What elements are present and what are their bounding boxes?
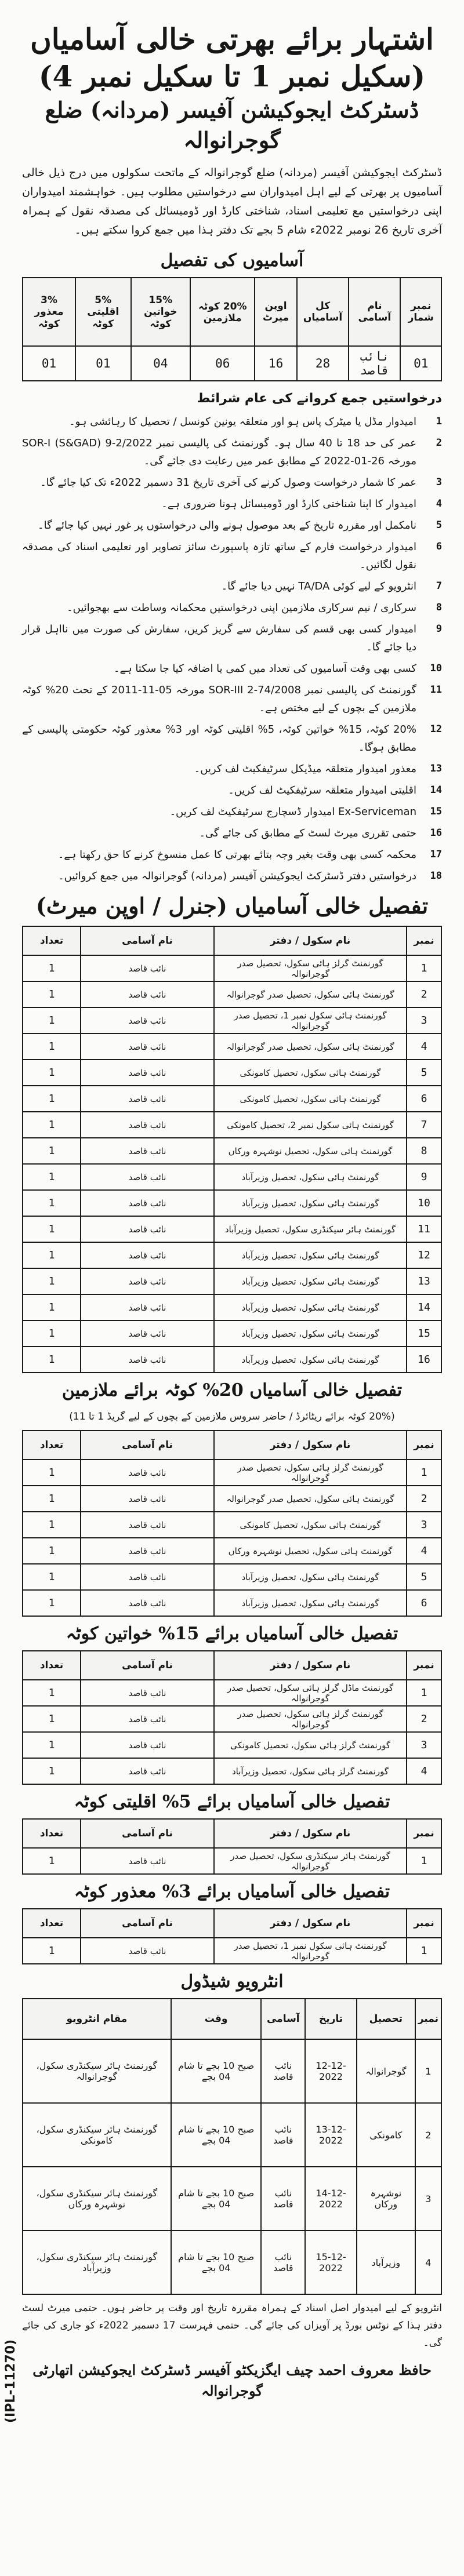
table-cell: گورنمنٹ ہائی سکول، تحصیل کامونکی bbox=[214, 1086, 407, 1112]
table-cell: 1 bbox=[23, 1216, 81, 1242]
table-cell: نائب قاصد bbox=[81, 1848, 214, 1874]
table-cell: گورنمنٹ ہائی سکول، تحصیل وزیرآباد bbox=[214, 1564, 407, 1590]
table-cell: صبح 10 بجے تا شام 04 بجے bbox=[171, 2103, 262, 2167]
table-cell: گورنمنٹ ہائی سکول، تحصیل صدر گوجرانوالہ bbox=[214, 1034, 407, 1060]
table-cell: نائب قاصد bbox=[81, 1538, 214, 1564]
column-header: تعداد bbox=[23, 926, 81, 955]
summary-header: 5% اقلیتی کوٹہ bbox=[75, 278, 131, 346]
table-cell: گورنمنٹ ہائر سیکنڈری سکول، نوشہرہ ورکاں bbox=[23, 2167, 171, 2231]
condition-item bbox=[22, 824, 442, 842]
table-row bbox=[23, 2039, 441, 2103]
table-row bbox=[23, 1512, 441, 1538]
table-cell: نائب قاصد bbox=[81, 1512, 214, 1538]
condition-item bbox=[22, 620, 442, 656]
condition-text: اقلیتی امیدوار متعلقہ سرٹیفکیٹ لف کریں۔ bbox=[228, 784, 416, 796]
table-cell: 5 bbox=[407, 1564, 441, 1590]
table-cell: نائب قاصد bbox=[81, 1190, 214, 1216]
table-cell: 15 bbox=[407, 1320, 441, 1347]
condition-text: معذور امیدوار متعلقہ میڈیکل سرٹیفکیٹ لف کریں۔ bbox=[194, 763, 416, 775]
table-cell: 16 bbox=[407, 1347, 441, 1373]
table-cell: نائب قاصد bbox=[81, 1216, 214, 1242]
ad-title: اشتہار برائے بھرتی خالی آسامیاں (سکیل نمبر 1 تا سکیل نمبر 4) bbox=[30, 22, 434, 93]
table-cell: گوجرانوالہ bbox=[357, 2039, 415, 2103]
condition-text: انٹرویو کے لیے کوئی TA/DA نہیں دیا جائے گا۔ bbox=[221, 580, 416, 592]
table-cell: نائب قاصد bbox=[81, 1112, 214, 1138]
table-cell: نائب قاصد bbox=[81, 1138, 214, 1164]
column-header: نام سکول / دفتر bbox=[214, 1431, 407, 1460]
closing-note: انٹرویو کے لیے امیدوار اصل اسناد کے ہمراہ مقررہ تاریخ اور وقت پر حاضر ہوں۔ حتمی میرٹ لسٹ دفتر ہذا کے نوٹس بورڈ پر آویزاں کی جائے گی۔ حتمی فہرست 17 دسمبر 2022ء کو جاری کی جائے گی۔ bbox=[22, 2302, 442, 2349]
column-header: تعداد bbox=[23, 1819, 81, 1848]
column-header: آسامی bbox=[261, 1999, 305, 2039]
column-header: نمبر bbox=[407, 1909, 441, 1938]
ad-subtitle: ڈسٹرکٹ ایجوکیشن آفیسر (مردانہ) ضلع گوجرانوالہ bbox=[45, 97, 419, 153]
table-cell: 12 bbox=[407, 1242, 441, 1268]
column-header: تعداد bbox=[23, 1431, 81, 1460]
table-cell: گورنمنٹ ہائی سکول، تحصیل وزیرآباد bbox=[214, 1190, 407, 1216]
column-header: نام سکول / دفتر bbox=[214, 1651, 407, 1680]
table-cell: گورنمنٹ ہائی سکول، تحصیل کامونکی bbox=[214, 1060, 407, 1086]
table-cell: نائب قاصد bbox=[81, 1294, 214, 1320]
table-row bbox=[23, 1938, 441, 1964]
interview-schedule-table bbox=[22, 1998, 442, 2295]
summary-cell: 01 bbox=[75, 346, 131, 381]
table-cell: 1 bbox=[415, 2039, 441, 2103]
disabled-quota-title: تفصیل خالی آسامیاں برائے 3% معذور کوٹہ bbox=[74, 1882, 390, 1902]
summary-row bbox=[23, 346, 441, 381]
summary-cell: 16 bbox=[255, 346, 296, 381]
table-cell: 1 bbox=[23, 1706, 81, 1732]
table-cell: 1 bbox=[407, 1938, 441, 1964]
table-cell: 1 bbox=[407, 1460, 441, 1486]
column-header: نام سکول / دفتر bbox=[214, 926, 407, 955]
condition-item bbox=[22, 516, 442, 534]
summary-cell: 01 bbox=[400, 346, 441, 381]
condition-item bbox=[22, 434, 442, 470]
table-cell: 1 bbox=[23, 981, 81, 1007]
table-cell: وزیرآباد bbox=[357, 2231, 415, 2294]
column-header: نام آسامی bbox=[81, 1909, 214, 1938]
table-cell: 3 bbox=[407, 1512, 441, 1538]
table-row bbox=[23, 1164, 441, 1190]
table-cell: گورنمنٹ ہائر سیکنڈری سکول، تحصیل وزیرآباد bbox=[214, 1216, 407, 1242]
table-cell: نائب قاصد bbox=[81, 1938, 214, 1964]
condition-text: حتمی تقرری میرٹ لسٹ کے مطابق کی جائے گی۔ bbox=[199, 827, 416, 839]
column-header: تاریخ bbox=[305, 1999, 357, 2039]
table-cell: صبح 10 بجے تا شام 04 بجے bbox=[171, 2167, 262, 2231]
table-cell: نوشہرہ ورکاں bbox=[357, 2167, 415, 2231]
table-cell: 4 bbox=[415, 2231, 441, 2294]
table-cell: 10 bbox=[407, 1190, 441, 1216]
condition-item bbox=[22, 760, 442, 778]
table-cell: 1 bbox=[407, 1680, 441, 1706]
table-row bbox=[23, 1486, 441, 1512]
condition-number: 5 bbox=[436, 519, 442, 531]
table-cell: 5 bbox=[407, 1060, 441, 1086]
table-cell: گورنمنٹ ہائر سیکنڈری سکول، گوجرانوالہ bbox=[23, 2039, 171, 2103]
table-cell: 2 bbox=[407, 1706, 441, 1732]
table-row bbox=[23, 1190, 441, 1216]
table-cell: 1 bbox=[23, 955, 81, 981]
table-cell: نائب قاصد bbox=[81, 1268, 214, 1294]
table-cell: 1 bbox=[407, 955, 441, 981]
column-header: وقت bbox=[171, 1999, 262, 2039]
table-cell: 1 bbox=[23, 1007, 81, 1034]
column-header: نمبر bbox=[407, 1431, 441, 1460]
table-cell: نائب قاصد bbox=[81, 1034, 214, 1060]
table-cell: 1 bbox=[23, 1460, 81, 1486]
table-cell: گورنمنٹ ہائی سکول، تحصیل وزیرآباد bbox=[214, 1268, 407, 1294]
table-cell: 1 bbox=[23, 1938, 81, 1964]
condition-item bbox=[22, 803, 442, 821]
table-cell: 1 bbox=[23, 1564, 81, 1590]
table-cell: گورنمنٹ ہائی سکول، تحصیل نوشہرہ ورکاں bbox=[214, 1538, 407, 1564]
condition-number: 12 bbox=[430, 723, 442, 735]
table-cell: 1 bbox=[23, 1086, 81, 1112]
conditions-heading: درخواستیں جمع کروانے کی عام شرائط bbox=[197, 391, 442, 406]
employee-quota-note: (20% کوٹہ برائے ریٹائرڈ / حاضر سروس ملازمین کے بچوں کے لیے گریڈ 1 تا 11) bbox=[69, 1411, 395, 1422]
condition-number: 7 bbox=[436, 580, 442, 592]
table-row bbox=[23, 1590, 441, 1616]
signatory: حافظ معروف احمد چیف ایگزیکٹو آفیسر ڈسٹرکٹ ایجوکیشن اتھارٹی گوجرانوالہ bbox=[32, 2362, 432, 2399]
condition-number: 6 bbox=[436, 541, 442, 552]
table-cell: 14-12-2022 bbox=[305, 2167, 357, 2231]
table-cell: گورنمنٹ گرلز ہائی سکول، تحصیل صدر گوجرانوالہ bbox=[214, 1706, 407, 1732]
table-cell: نائب قاصد bbox=[261, 2039, 305, 2103]
column-header: تحصیل bbox=[357, 1999, 415, 2039]
table-cell: نائب قاصد bbox=[81, 981, 214, 1007]
column-header: نمبر bbox=[415, 1999, 441, 2039]
table-row bbox=[23, 1112, 441, 1138]
table-cell: نائب قاصد bbox=[81, 1320, 214, 1347]
table-cell: گورنمنٹ ہائر سیکنڈری سکول، تحصیل صدر گوجرانوالہ bbox=[214, 1848, 407, 1874]
table-row bbox=[23, 1758, 441, 1784]
column-header: نمبر bbox=[407, 1819, 441, 1848]
column-header: مقام انٹرویو bbox=[23, 1999, 171, 2039]
table-cell: گورنمنٹ ہائی سکول، تحصیل نوشہرہ ورکاں bbox=[214, 1138, 407, 1164]
condition-item bbox=[22, 681, 442, 717]
table-cell: گورنمنٹ ہائی سکول، تحصیل صدر گوجرانوالہ bbox=[214, 981, 407, 1007]
table-cell: 15-12-2022 bbox=[305, 2231, 357, 2294]
table-cell: 8 bbox=[407, 1138, 441, 1164]
table-row bbox=[23, 1086, 441, 1112]
table-cell: گورنمنٹ گرلز ہائی سکول، تحصیل صدر گوجرانوالہ bbox=[214, 955, 407, 981]
condition-item bbox=[22, 538, 442, 574]
table-cell: 1 bbox=[23, 1060, 81, 1086]
condition-number: 15 bbox=[430, 806, 442, 817]
table-cell: نائب قاصد bbox=[81, 1590, 214, 1616]
table-cell: گورنمنٹ گرلز ہائی سکول، تحصیل وزیرآباد bbox=[214, 1758, 407, 1784]
column-header: نام آسامی bbox=[81, 1819, 214, 1848]
table-row bbox=[23, 955, 441, 981]
table-row bbox=[23, 1216, 441, 1242]
table-cell: نائب قاصد bbox=[261, 2167, 305, 2231]
table-row bbox=[23, 1268, 441, 1294]
table-cell: نائب قاصد bbox=[81, 1564, 214, 1590]
condition-item bbox=[22, 721, 442, 756]
table-cell: نائب قاصد bbox=[81, 1732, 214, 1758]
table-row bbox=[23, 1680, 441, 1706]
table-cell: 6 bbox=[407, 1590, 441, 1616]
table-row bbox=[23, 1138, 441, 1164]
table-cell: گورنمنٹ ہائی سکول نمبر 1، تحصیل صدر گوجرانوالہ bbox=[214, 1007, 407, 1034]
women-quota-table bbox=[22, 1650, 442, 1785]
summary-title: آسامیوں کی تفصیل bbox=[160, 250, 304, 271]
summary-cell: 01 bbox=[23, 346, 75, 381]
table-cell: 1 bbox=[23, 1112, 81, 1138]
table-cell: 1 bbox=[23, 1347, 81, 1373]
table-cell: نائب قاصد bbox=[81, 955, 214, 981]
table-cell: گورنمنٹ ہائی سکول، تحصیل وزیرآباد bbox=[214, 1242, 407, 1268]
condition-text: کسی بھی وقت آسامیوں کی تعداد میں کمی یا اضافہ کیا جا سکتا ہے۔ bbox=[113, 663, 416, 675]
table-cell: نائب قاصد bbox=[81, 1242, 214, 1268]
condition-text: امیدوار کسی بھی قسم کی سفارش سے گریز کریں، سفارش کی صورت میں نااہل قرار دیا جائے گا۔ bbox=[22, 623, 416, 653]
table-cell: گورنمنٹ ہائی سکول نمبر 1، تحصیل صدر گوجرانوالہ bbox=[214, 1938, 407, 1964]
open-merit-table bbox=[22, 926, 442, 1373]
table-cell: گورنمنٹ ہائی سکول، تحصیل کامونکی bbox=[214, 1512, 407, 1538]
table-cell: نائب قاصد bbox=[81, 1460, 214, 1486]
table-cell: گورنمنٹ ہائر سیکنڈری سکول، کامونکی bbox=[23, 2103, 171, 2167]
table-cell: 14 bbox=[407, 1294, 441, 1320]
table-cell: گورنمنٹ ہائی سکول، تحصیل وزیرآباد bbox=[214, 1294, 407, 1320]
table-cell: 2 bbox=[407, 1486, 441, 1512]
column-header: نام آسامی bbox=[81, 926, 214, 955]
table-cell: 2 bbox=[415, 2103, 441, 2167]
table-cell: گورنمنٹ گرلز ہائی سکول، تحصیل کامونکی bbox=[214, 1732, 407, 1758]
employee-quota-title: تفصیل خالی آسامیاں 20% کوٹہ برائے ملازمین bbox=[61, 1380, 403, 1400]
condition-text: امیدوار کا اپنا شناختی کارڈ اور ڈومیسائل ہونا ضروری ہے۔ bbox=[161, 498, 416, 510]
condition-item bbox=[22, 867, 442, 885]
condition-text: عمر کی حد 18 تا 40 سال ہو۔ گورنمنٹ کی پالیسی نمبر SOR-I (S&GAD) 9-2/2022 مورخہ 26-01-2022 کے مطابق عمر میں رعایت دی جائے گی۔ bbox=[22, 437, 417, 467]
table-cell: نائب قاصد bbox=[261, 2231, 305, 2294]
minority-quota-title: تفصیل خالی آسامیاں برائے 5% اقلیتی کوٹہ bbox=[74, 1792, 390, 1812]
table-cell: صبح 10 بجے تا شام 04 بجے bbox=[171, 2039, 262, 2103]
summary-header: 3% معذور کوٹہ bbox=[23, 278, 75, 346]
table-row bbox=[23, 2103, 441, 2167]
condition-text: Ex-Serviceman امیدوار ڈسچارج سرٹیفکیٹ لف کریں۔ bbox=[169, 806, 416, 818]
table-cell: 1 bbox=[23, 1190, 81, 1216]
table-cell: 6 bbox=[407, 1086, 441, 1112]
table-row bbox=[23, 1060, 441, 1086]
table-cell: 1 bbox=[23, 1848, 81, 1874]
table-cell: 12-12-2022 bbox=[305, 2039, 357, 2103]
table-cell: گورنمنٹ ہائی سکول، تحصیل وزیرآباد bbox=[214, 1347, 407, 1373]
table-row bbox=[23, 1242, 441, 1268]
table-cell: گورنمنٹ گرلز ہائی سکول، تحصیل صدر گوجرانوالہ bbox=[214, 1460, 407, 1486]
condition-text: امیدوار مڈل یا میٹرک پاس ہو اور متعلقہ یونین کونسل / تحصیل کا رہائشی ہو۔ bbox=[69, 416, 416, 428]
table-cell: نائب قاصد bbox=[81, 1486, 214, 1512]
conditions-list bbox=[22, 413, 442, 885]
table-cell: 1 bbox=[23, 1590, 81, 1616]
table-cell: نائب قاصد bbox=[81, 1007, 214, 1034]
table-row bbox=[23, 1460, 441, 1486]
table-cell: 1 bbox=[23, 1268, 81, 1294]
condition-item bbox=[22, 577, 442, 595]
table-cell: 1 bbox=[23, 1138, 81, 1164]
table-cell: 9 bbox=[407, 1164, 441, 1190]
condition-number: 14 bbox=[430, 784, 442, 796]
table-cell: نائب قاصد bbox=[81, 1060, 214, 1086]
table-cell: 1 bbox=[23, 1164, 81, 1190]
condition-item bbox=[22, 846, 442, 864]
intro-paragraph: ڈسٹرکٹ ایجوکیشن آفیسر (مردانہ) ضلع گوجرانوالہ کے ماتحت سکولوں میں درج ذیل خالی آسامیوں پر بھرتی کے لیے اہل امیدواران سے درخواستیں مطلوب ہیں۔ خواہشمند امیدواران اپنی درخواستیں مع تعلیمی اسناد، شناختی کارڈ اور ڈومیسائل کی مصدقہ نقول کے ہمراہ آخری تاریخ 26 نومبر 2022ء شام 5 بجے تک دفتر ہذا میں جمع کروا سکتے ہیں۔ bbox=[22, 166, 442, 237]
column-header: نام آسامی bbox=[81, 1651, 214, 1680]
summary-header: اوپن میرٹ bbox=[255, 278, 296, 346]
table-cell: گورنمنٹ ہائر سیکنڈری سکول، وزیرآباد bbox=[23, 2231, 171, 2294]
condition-text: نامکمل اور مقررہ تاریخ کے بعد موصول ہونے والی درخواستوں پر غور نہیں کیا جائے گا۔ bbox=[38, 519, 416, 532]
condition-number: 3 bbox=[436, 476, 442, 488]
table-row bbox=[23, 1007, 441, 1034]
open-merit-title: تفصیل خالی آسامیاں (جنرل / اوپن میرٹ) bbox=[35, 893, 429, 919]
table-cell: 1 bbox=[23, 1680, 81, 1706]
table-cell: 13-12-2022 bbox=[305, 2103, 357, 2167]
table-cell: 1 bbox=[23, 1034, 81, 1060]
column-header: تعداد bbox=[23, 1651, 81, 1680]
table-row bbox=[23, 2167, 441, 2231]
table-row bbox=[23, 1564, 441, 1590]
condition-text: عمر کا شمار درخواست وصول کرنے کی آخری تاریخ 31 دسمبر 2022ء تک کیا جائے گا۔ bbox=[40, 476, 416, 489]
table-row bbox=[23, 1848, 441, 1874]
minority-quota-table bbox=[22, 1818, 442, 1875]
table-cell: نائب قاصد bbox=[81, 1706, 214, 1732]
table-cell: 3 bbox=[415, 2167, 441, 2231]
condition-text: سرکاری / نیم سرکاری ملازمین اپنی درخواستیں محکمانہ وساطت سے بھجوائیں۔ bbox=[67, 602, 416, 614]
condition-text: محکمہ کسی بھی وقت بغیر وجہ بتائے بھرتی کا عمل منسوخ کرنے کا حق رکھتا ہے۔ bbox=[57, 849, 416, 861]
table-cell: گورنمنٹ ہائی سکول، تحصیل وزیرآباد bbox=[214, 1164, 407, 1190]
table-cell: 1 bbox=[23, 1758, 81, 1784]
condition-number: 4 bbox=[436, 498, 442, 510]
table-cell: نائب قاصد bbox=[81, 1164, 214, 1190]
women-quota-title: تفصیل خالی آسامیاں برائے 15% خواتین کوٹہ bbox=[66, 1624, 398, 1644]
table-row bbox=[23, 1732, 441, 1758]
summary-header: نام آسامی bbox=[349, 278, 400, 346]
table-cell: 3 bbox=[407, 1007, 441, 1034]
summary-cell: نائب قاصد bbox=[349, 346, 400, 381]
table-cell: 4 bbox=[407, 1034, 441, 1060]
table-cell: 3 bbox=[407, 1732, 441, 1758]
column-header: نمبر bbox=[407, 1651, 441, 1680]
summary-header: 15% خواتین کوٹہ bbox=[131, 278, 191, 346]
condition-text: امیدوار درخواست فارم کے ساتھ تازہ پاسپورٹ سائز تصاویر اور تعلیمی اسناد کی مصدقہ نقول لگائیں۔ bbox=[22, 541, 416, 571]
summary-cell: 28 bbox=[297, 346, 349, 381]
table-cell: نائب قاصد bbox=[81, 1347, 214, 1373]
condition-text: درخواستیں دفتر ڈسٹرکٹ ایجوکیشن آفیسر (مردانہ) گوجرانوالہ میں جمع کروائیں۔ bbox=[58, 870, 416, 882]
condition-item bbox=[22, 660, 442, 678]
condition-item bbox=[22, 495, 442, 513]
table-cell: 1 bbox=[23, 1320, 81, 1347]
table-cell: نائب قاصد bbox=[81, 1758, 214, 1784]
column-header: نمبر bbox=[407, 926, 441, 955]
employee-quota-table bbox=[22, 1430, 442, 1617]
disabled-quota-table bbox=[22, 1908, 442, 1964]
table-row bbox=[23, 1706, 441, 1732]
table-cell: 1 bbox=[407, 1848, 441, 1874]
table-row bbox=[23, 981, 441, 1007]
column-header: نام سکول / دفتر bbox=[214, 1909, 407, 1938]
table-cell: گورنمنٹ ہائی سکول نمبر 2، تحصیل کامونکی bbox=[214, 1112, 407, 1138]
table-cell: نائب قاصد bbox=[81, 1086, 214, 1112]
column-header: تعداد bbox=[23, 1909, 81, 1938]
condition-item bbox=[22, 413, 442, 431]
table-cell: 2 bbox=[407, 981, 441, 1007]
condition-number: 10 bbox=[430, 663, 442, 674]
table-cell: 11 bbox=[407, 1216, 441, 1242]
table-cell: 7 bbox=[407, 1112, 441, 1138]
summary-header: 20% کوٹہ ملازمین bbox=[190, 278, 255, 346]
ipl-code: (IPL-11270) bbox=[3, 2339, 18, 2423]
condition-number: 9 bbox=[436, 623, 442, 635]
summary-cell: 06 bbox=[190, 346, 255, 381]
condition-text: 20% کوٹہ، 15% خواتین کوٹہ، 5% اقلیتی کوٹہ اور 3% معذور کوٹہ حکومتی پالیسی کے مطابق ہوگا۔ bbox=[22, 723, 416, 754]
table-cell: گورنمنٹ ہائی سکول، تحصیل وزیرآباد bbox=[214, 1320, 407, 1347]
summary-header: کل آسامیاں bbox=[297, 278, 349, 346]
table-cell: کامونکی bbox=[357, 2103, 415, 2167]
table-row bbox=[23, 2231, 441, 2294]
table-cell: 4 bbox=[407, 1758, 441, 1784]
table-row bbox=[23, 1347, 441, 1373]
table-cell: 1 bbox=[23, 1294, 81, 1320]
summary-header: نمبر شمار bbox=[400, 278, 441, 346]
summary-cell: 04 bbox=[131, 346, 191, 381]
condition-number: 1 bbox=[436, 416, 442, 427]
condition-item bbox=[22, 474, 442, 492]
table-cell: 1 bbox=[23, 1486, 81, 1512]
condition-number: 2 bbox=[436, 437, 442, 449]
table-cell: گورنمنٹ ہائی سکول، تحصیل صدر گوجرانوالہ bbox=[214, 1486, 407, 1512]
table-cell: گورنمنٹ ہائی سکول، تحصیل وزیرآباد bbox=[214, 1590, 407, 1616]
table-row bbox=[23, 1320, 441, 1347]
table-cell: گورنمنٹ ماڈل گرلز ہائی سکول، تحصیل صدر گوجرانوالہ bbox=[214, 1680, 407, 1706]
condition-item bbox=[22, 781, 442, 799]
condition-number: 18 bbox=[430, 870, 442, 882]
table-cell: 1 bbox=[23, 1512, 81, 1538]
condition-number: 16 bbox=[430, 827, 442, 839]
summary-table bbox=[22, 277, 442, 381]
condition-item bbox=[22, 599, 442, 617]
condition-number: 8 bbox=[436, 602, 442, 613]
table-cell: 1 bbox=[23, 1538, 81, 1564]
condition-number: 13 bbox=[430, 763, 442, 774]
table-cell: 13 bbox=[407, 1268, 441, 1294]
table-row bbox=[23, 1538, 441, 1564]
condition-number: 11 bbox=[430, 684, 442, 696]
table-row bbox=[23, 1294, 441, 1320]
table-cell: 4 bbox=[407, 1538, 441, 1564]
table-cell: 1 bbox=[23, 1242, 81, 1268]
table-cell: 1 bbox=[23, 1732, 81, 1758]
column-header: نام سکول / دفتر bbox=[214, 1819, 407, 1848]
condition-text: گورنمنٹ کی پالیسی نمبر SOR-III 2-74/2008 مورخہ 05-11-2011 کے تحت 20% کوٹہ ملازمین کے بچوں کے لیے مختص ہے۔ bbox=[22, 684, 416, 714]
table-cell: نائب قاصد bbox=[261, 2103, 305, 2167]
table-row bbox=[23, 1034, 441, 1060]
table-cell: نائب قاصد bbox=[81, 1680, 214, 1706]
condition-number: 17 bbox=[430, 849, 442, 860]
table-cell: صبح 10 بجے تا شام 04 بجے bbox=[171, 2231, 262, 2294]
schedule-title: انٹرویو شیڈول bbox=[180, 1971, 284, 1992]
column-header: نام آسامی bbox=[81, 1431, 214, 1460]
